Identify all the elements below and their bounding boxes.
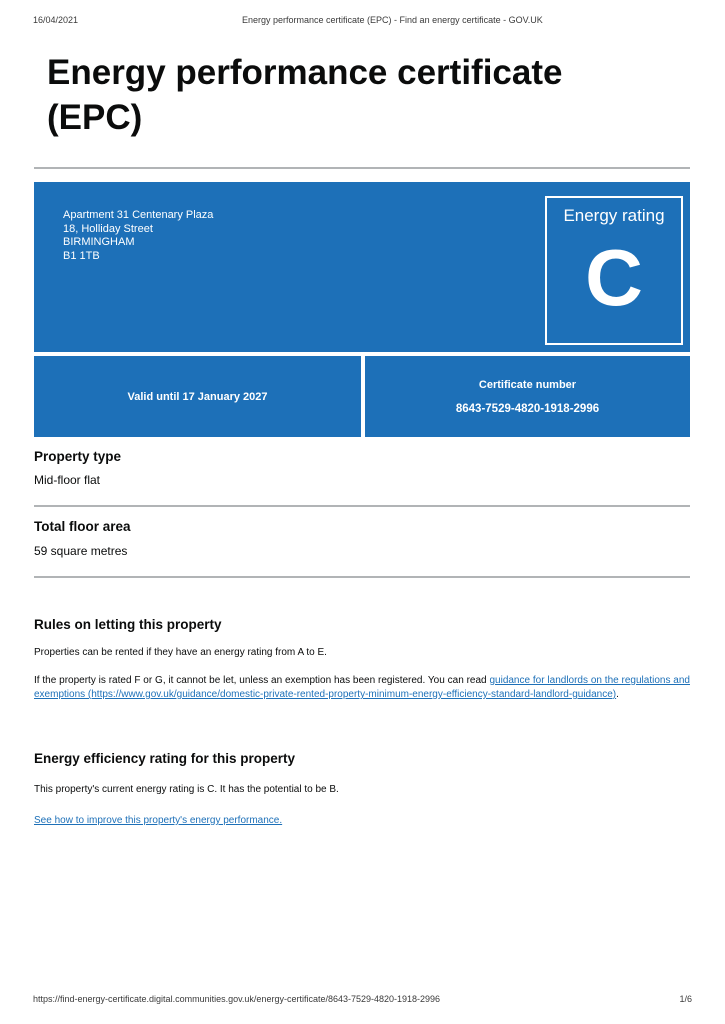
print-footer-page-number: 1/6 xyxy=(679,994,692,1004)
address-line-4: B1 1TB xyxy=(63,249,100,262)
print-header-doc-title: Energy performance certificate (EPC) - Find an energy certificate - GOV.UK xyxy=(242,15,543,25)
letting-rules-paragraph-2-period: . xyxy=(616,689,619,700)
energy-rating-box xyxy=(545,196,683,345)
address-line-2: 18, Holliday Street xyxy=(63,222,153,235)
efficiency-rating-heading: Energy efficiency rating for this property xyxy=(34,751,296,766)
efficiency-rating-paragraph: This property's current energy rating is C. It has the potential to be B. xyxy=(34,784,339,795)
title-divider xyxy=(34,167,690,169)
valid-until-cell xyxy=(34,356,361,437)
address-line-3: BIRMINGHAM xyxy=(63,236,135,248)
print-footer-url: https://find-energy-certificate.digital.communities.gov.uk/energy-certificate/8643-7529-4820-1918-2996 xyxy=(33,994,441,1004)
page-title: Energy performance certificate (EPC) xyxy=(47,53,563,137)
section-divider xyxy=(34,576,690,578)
certificate-meta-row xyxy=(34,356,690,437)
landlord-guidance-link[interactable]: guidance for landlords on the regulations and exemptions (https://www.gov.uk/guidance/domestic-private-rented-property-minimum-energy-efficiency-standard-landlord-guidance) xyxy=(34,675,690,700)
address-line-1: Apartment 31 Centenary Plaza xyxy=(63,209,214,221)
property-type-value: Mid-floor flat xyxy=(34,473,101,487)
letting-rules-paragraph-1: Properties can be rented if they have an energy rating from A to E. xyxy=(34,647,327,658)
section-divider xyxy=(34,505,690,507)
property-address xyxy=(63,209,213,263)
energy-rating-value: C xyxy=(585,233,643,322)
letting-rules-paragraph-2-text: If the property is rated F or G, it cannot be let, unless an exemption has been registered. You can read xyxy=(34,675,490,686)
improve-performance-paragraph xyxy=(34,814,690,828)
letting-rules-paragraph-2 xyxy=(34,674,690,702)
certificate-number-label: Certificate number xyxy=(478,378,577,391)
floor-area-heading: Total floor area xyxy=(34,519,131,534)
improve-performance-link[interactable]: See how to improve this property's energy performance. xyxy=(34,815,283,826)
property-type-heading: Property type xyxy=(34,449,122,464)
certificate-number-cell xyxy=(365,356,690,437)
energy-rating-label: Energy rating xyxy=(563,206,665,225)
certificate-number-value: 8643-7529-4820-1918-2996 xyxy=(455,402,600,415)
certificate-summary-panel xyxy=(34,182,690,352)
print-header-date: 16/04/2021 xyxy=(33,15,79,25)
letting-rules-heading: Rules on letting this property xyxy=(34,617,222,632)
floor-area-value: 59 square metres xyxy=(34,544,128,558)
valid-until-text: Valid until 17 January 2027 xyxy=(127,390,268,403)
